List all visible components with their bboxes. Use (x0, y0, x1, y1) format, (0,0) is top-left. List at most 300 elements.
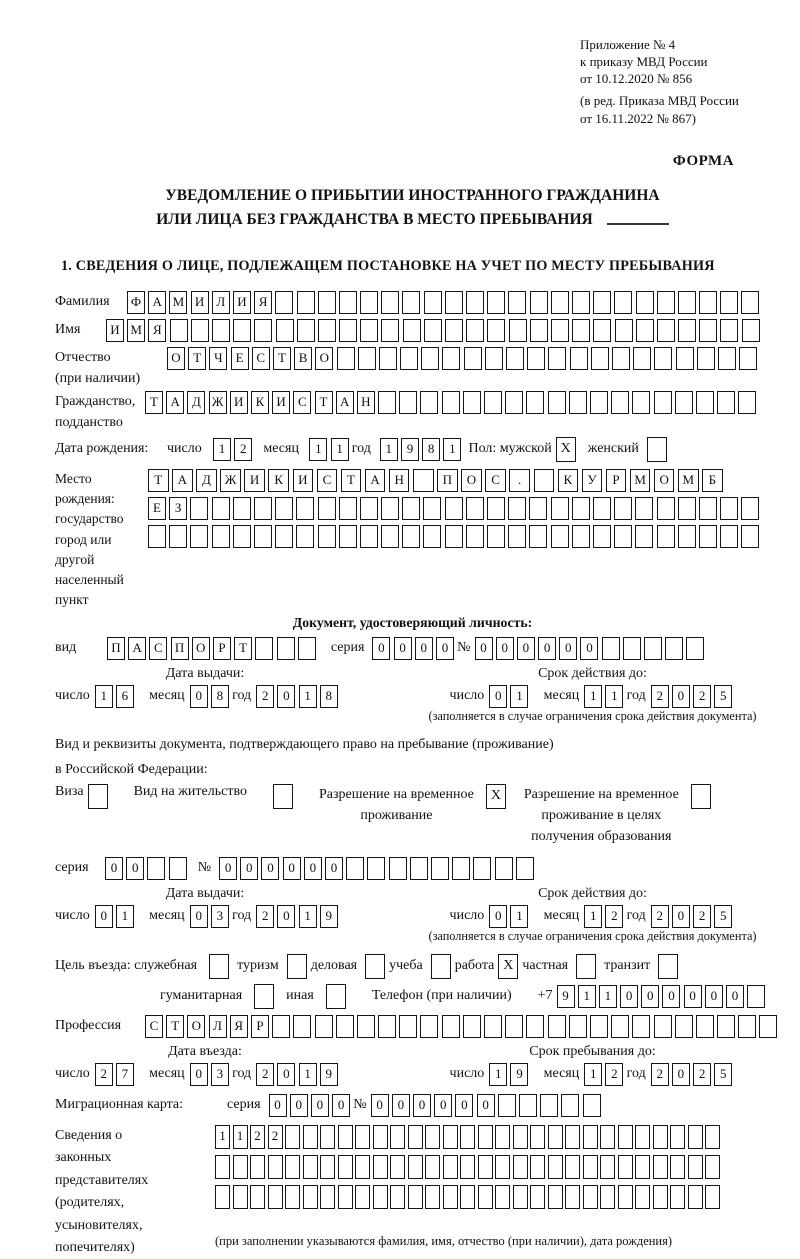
char-cell[interactable]: 8 (211, 685, 229, 708)
char-cell[interactable]: 0 (489, 905, 507, 928)
char-cell[interactable] (378, 391, 396, 414)
char-cell[interactable] (548, 1185, 563, 1209)
char-cell[interactable]: 1 (510, 685, 528, 708)
residence-permit-checkbox[interactable] (273, 784, 293, 809)
char-cell[interactable] (190, 525, 208, 548)
char-cell[interactable]: Р (213, 637, 231, 660)
char-cell[interactable] (408, 1155, 423, 1179)
char-cell[interactable] (318, 291, 336, 314)
birth-day-input[interactable] (213, 438, 255, 461)
char-cell[interactable]: С (149, 637, 167, 660)
char-cell[interactable] (272, 1015, 290, 1038)
char-cell[interactable]: И (106, 319, 124, 342)
char-cell[interactable] (431, 857, 449, 880)
char-cell[interactable]: 0 (413, 1094, 431, 1117)
char-cell[interactable]: Т (148, 469, 169, 492)
char-cell[interactable] (618, 1125, 633, 1149)
char-cell[interactable]: 6 (116, 685, 134, 708)
legal-reps-input-2[interactable] (215, 1155, 723, 1179)
char-cell[interactable] (739, 347, 757, 370)
char-cell[interactable] (169, 525, 187, 548)
char-cell[interactable]: Ф (127, 291, 145, 314)
doc-type-input[interactable] (107, 637, 319, 660)
char-cell[interactable] (551, 497, 569, 520)
char-cell[interactable] (320, 1185, 335, 1209)
char-cell[interactable] (389, 857, 407, 880)
purpose-study-checkbox[interactable] (431, 954, 451, 979)
char-cell[interactable] (738, 1015, 756, 1038)
purpose-tourism-checkbox[interactable] (287, 954, 307, 979)
char-cell[interactable] (670, 1155, 685, 1179)
char-cell[interactable] (358, 347, 376, 370)
permit-expiry-year[interactable] (651, 905, 736, 928)
char-cell[interactable] (400, 347, 418, 370)
char-cell[interactable] (346, 857, 364, 880)
char-cell[interactable] (527, 347, 545, 370)
legal-reps-input-3[interactable] (215, 1185, 723, 1209)
purpose-work-checkbox[interactable] (498, 954, 518, 979)
char-cell[interactable]: Н (357, 391, 375, 414)
char-cell[interactable] (551, 525, 569, 548)
entry-month[interactable] (190, 1063, 232, 1086)
char-cell[interactable]: Д (187, 391, 205, 414)
char-cell[interactable] (611, 391, 629, 414)
char-cell[interactable] (148, 525, 166, 548)
permit-number-input[interactable] (219, 857, 537, 880)
char-cell[interactable] (484, 391, 502, 414)
char-cell[interactable] (686, 637, 704, 660)
char-cell[interactable] (565, 1125, 580, 1149)
char-cell[interactable]: Т (166, 1015, 184, 1038)
char-cell[interactable]: О (192, 637, 210, 660)
char-cell[interactable] (508, 525, 526, 548)
char-cell[interactable]: С (252, 347, 270, 370)
char-cell[interactable] (209, 954, 229, 979)
edu-permit-checkbox[interactable] (691, 784, 711, 809)
char-cell[interactable] (360, 525, 378, 548)
char-cell[interactable] (460, 1125, 475, 1149)
char-cell[interactable] (529, 525, 547, 548)
char-cell[interactable]: X (556, 437, 576, 462)
char-cell[interactable] (169, 857, 187, 880)
char-cell[interactable]: И (191, 291, 209, 314)
char-cell[interactable]: И (272, 391, 290, 414)
char-cell[interactable]: У (582, 469, 603, 492)
char-cell[interactable] (297, 319, 315, 342)
char-cell[interactable]: 7 (116, 1063, 134, 1086)
char-cell[interactable] (390, 1185, 405, 1209)
char-cell[interactable] (593, 291, 611, 314)
char-cell[interactable] (678, 319, 696, 342)
char-cell[interactable]: 0 (455, 1094, 473, 1117)
char-cell[interactable]: 0 (489, 685, 507, 708)
migration-number-input[interactable] (371, 1094, 604, 1117)
char-cell[interactable] (678, 291, 696, 314)
char-cell[interactable] (445, 525, 463, 548)
char-cell[interactable]: Т (145, 391, 163, 414)
char-cell[interactable]: Б (702, 469, 723, 492)
char-cell[interactable]: 0 (105, 857, 123, 880)
char-cell[interactable] (463, 391, 481, 414)
char-cell[interactable] (516, 857, 534, 880)
char-cell[interactable] (583, 1155, 598, 1179)
char-cell[interactable] (484, 1015, 502, 1038)
char-cell[interactable]: 0 (311, 1094, 329, 1117)
sex-female-checkbox[interactable] (647, 437, 667, 462)
char-cell[interactable] (611, 1015, 629, 1038)
permit-series-input[interactable] (105, 857, 190, 880)
char-cell[interactable]: 0 (304, 857, 322, 880)
birth-place-input-3[interactable] (148, 525, 762, 548)
char-cell[interactable]: 9 (557, 985, 575, 1008)
char-cell[interactable] (293, 1015, 311, 1038)
char-cell[interactable] (705, 1125, 720, 1149)
char-cell[interactable] (506, 347, 524, 370)
char-cell[interactable] (615, 319, 633, 342)
char-cell[interactable]: 8 (422, 438, 440, 461)
phone-input[interactable] (557, 985, 769, 1008)
char-cell[interactable] (303, 1125, 318, 1149)
char-cell[interactable] (618, 1155, 633, 1179)
char-cell[interactable] (654, 391, 672, 414)
char-cell[interactable] (534, 469, 555, 492)
char-cell[interactable] (367, 857, 385, 880)
char-cell[interactable] (530, 1155, 545, 1179)
char-cell[interactable]: 5 (714, 905, 732, 928)
char-cell[interactable] (720, 525, 738, 548)
char-cell[interactable]: М (630, 469, 651, 492)
char-cell[interactable] (530, 1125, 545, 1149)
char-cell[interactable] (657, 291, 675, 314)
char-cell[interactable]: 1 (309, 438, 327, 461)
char-cell[interactable]: Я (254, 291, 272, 314)
char-cell[interactable] (513, 1155, 528, 1179)
char-cell[interactable]: 1 (116, 905, 134, 928)
char-cell[interactable] (297, 291, 315, 314)
char-cell[interactable] (275, 497, 293, 520)
char-cell[interactable] (644, 637, 662, 660)
surname-input[interactable] (127, 291, 763, 314)
char-cell[interactable] (570, 347, 588, 370)
char-cell[interactable] (741, 497, 759, 520)
visa-checkbox[interactable] (88, 784, 108, 809)
char-cell[interactable] (460, 1185, 475, 1209)
char-cell[interactable]: А (166, 391, 184, 414)
char-cell[interactable]: Я (230, 1015, 248, 1038)
char-cell[interactable] (442, 347, 460, 370)
char-cell[interactable] (381, 497, 399, 520)
char-cell[interactable] (285, 1185, 300, 1209)
char-cell[interactable] (633, 347, 651, 370)
char-cell[interactable] (357, 1015, 375, 1038)
temp-permit-checkbox[interactable] (486, 784, 506, 809)
permit-issue-year[interactable] (256, 905, 341, 928)
char-cell[interactable]: 0 (126, 857, 144, 880)
char-cell[interactable] (548, 1155, 563, 1179)
char-cell[interactable] (381, 525, 399, 548)
char-cell[interactable] (320, 1125, 335, 1149)
permit-issue-month[interactable] (190, 905, 232, 928)
char-cell[interactable] (718, 347, 736, 370)
char-cell[interactable]: С (485, 469, 506, 492)
char-cell[interactable] (212, 319, 230, 342)
char-cell[interactable] (250, 1155, 265, 1179)
char-cell[interactable] (576, 954, 596, 979)
char-cell[interactable] (445, 319, 463, 342)
char-cell[interactable] (233, 525, 251, 548)
char-cell[interactable] (678, 525, 696, 548)
char-cell[interactable] (420, 1015, 438, 1038)
char-cell[interactable]: 0 (434, 1094, 452, 1117)
char-cell[interactable] (254, 525, 272, 548)
char-cell[interactable]: 2 (250, 1125, 265, 1149)
char-cell[interactable] (381, 319, 399, 342)
char-cell[interactable] (487, 291, 505, 314)
char-cell[interactable] (466, 497, 484, 520)
char-cell[interactable]: А (148, 291, 166, 314)
char-cell[interactable] (530, 291, 548, 314)
char-cell[interactable]: 9 (510, 1063, 528, 1086)
char-cell[interactable]: Р (606, 469, 627, 492)
char-cell[interactable]: 2 (95, 1063, 113, 1086)
char-cell[interactable] (147, 857, 165, 880)
stay-year[interactable] (651, 1063, 736, 1086)
char-cell[interactable] (424, 319, 442, 342)
char-cell[interactable] (569, 391, 587, 414)
char-cell[interactable] (696, 1015, 714, 1038)
char-cell[interactable]: 1 (233, 1125, 248, 1149)
char-cell[interactable] (657, 319, 675, 342)
char-cell[interactable] (632, 391, 650, 414)
char-cell[interactable] (320, 1155, 335, 1179)
char-cell[interactable] (338, 1125, 353, 1149)
char-cell[interactable]: 5 (714, 685, 732, 708)
char-cell[interactable] (402, 497, 420, 520)
char-cell[interactable]: О (461, 469, 482, 492)
char-cell[interactable] (275, 291, 293, 314)
legal-reps-input-1[interactable] (215, 1129, 723, 1144)
char-cell[interactable]: Я (148, 319, 166, 342)
char-cell[interactable]: 0 (392, 1094, 410, 1117)
char-cell[interactable]: 3 (211, 1063, 229, 1086)
char-cell[interactable] (591, 347, 609, 370)
char-cell[interactable]: 0 (332, 1094, 350, 1117)
migration-series-input[interactable] (269, 1094, 354, 1117)
char-cell[interactable]: И (233, 291, 251, 314)
char-cell[interactable] (318, 525, 336, 548)
char-cell[interactable]: 1 (489, 1063, 507, 1086)
char-cell[interactable]: 2 (256, 685, 274, 708)
char-cell[interactable] (614, 525, 632, 548)
char-cell[interactable]: 1 (380, 438, 398, 461)
char-cell[interactable] (572, 525, 590, 548)
char-cell[interactable]: Е (148, 497, 166, 520)
char-cell[interactable]: И (244, 469, 265, 492)
char-cell[interactable] (445, 497, 463, 520)
char-cell[interactable]: О (167, 347, 185, 370)
char-cell[interactable]: 0 (726, 985, 744, 1008)
char-cell[interactable] (254, 984, 274, 1009)
char-cell[interactable] (600, 1125, 615, 1149)
char-cell[interactable] (338, 1185, 353, 1209)
char-cell[interactable]: 1 (299, 1063, 317, 1086)
char-cell[interactable]: 0 (672, 905, 690, 928)
char-cell[interactable]: 1 (578, 985, 596, 1008)
char-cell[interactable] (285, 1155, 300, 1179)
char-cell[interactable]: 1 (584, 685, 602, 708)
char-cell[interactable] (495, 857, 513, 880)
char-cell[interactable] (443, 1155, 458, 1179)
char-cell[interactable]: 0 (496, 637, 514, 660)
char-cell[interactable] (720, 319, 738, 342)
doc-expiry-month[interactable] (584, 685, 626, 708)
char-cell[interactable]: 1 (95, 685, 113, 708)
char-cell[interactable] (635, 497, 653, 520)
entry-year[interactable] (256, 1063, 341, 1086)
char-cell[interactable]: 1 (331, 438, 349, 461)
char-cell[interactable] (647, 437, 667, 462)
doc-series-input[interactable] (372, 637, 457, 660)
char-cell[interactable] (612, 347, 630, 370)
char-cell[interactable]: 0 (705, 985, 723, 1008)
char-cell[interactable] (373, 1185, 388, 1209)
char-cell[interactable] (254, 497, 272, 520)
char-cell[interactable] (233, 319, 251, 342)
char-cell[interactable] (593, 525, 611, 548)
purpose-humanitarian-checkbox[interactable] (254, 984, 274, 1009)
char-cell[interactable]: Л (209, 1015, 227, 1038)
char-cell[interactable] (303, 1155, 318, 1179)
char-cell[interactable]: Р (251, 1015, 269, 1038)
char-cell[interactable]: П (171, 637, 189, 660)
char-cell[interactable]: М (169, 291, 187, 314)
char-cell[interactable]: 0 (261, 857, 279, 880)
char-cell[interactable] (254, 319, 272, 342)
char-cell[interactable] (233, 1185, 248, 1209)
char-cell[interactable]: 0 (684, 985, 702, 1008)
char-cell[interactable] (424, 291, 442, 314)
permit-expiry-month[interactable] (584, 905, 626, 928)
char-cell[interactable] (443, 1185, 458, 1209)
char-cell[interactable] (699, 525, 717, 548)
char-cell[interactable]: 0 (371, 1094, 389, 1117)
char-cell[interactable] (636, 319, 654, 342)
doc-number-input[interactable] (475, 637, 708, 660)
entry-day[interactable] (95, 1063, 137, 1086)
char-cell[interactable] (654, 1015, 672, 1038)
char-cell[interactable] (593, 319, 611, 342)
char-cell[interactable] (212, 497, 230, 520)
char-cell[interactable] (443, 1125, 458, 1149)
char-cell[interactable] (421, 347, 439, 370)
char-cell[interactable] (678, 497, 696, 520)
char-cell[interactable] (696, 391, 714, 414)
profession-input[interactable] (145, 1015, 781, 1038)
given-name-input[interactable] (106, 319, 763, 342)
char-cell[interactable] (355, 1125, 370, 1149)
char-cell[interactable] (275, 525, 293, 548)
char-cell[interactable]: 1 (584, 1063, 602, 1086)
char-cell[interactable] (403, 319, 421, 342)
purpose-private-checkbox[interactable] (576, 954, 596, 979)
char-cell[interactable] (741, 525, 759, 548)
char-cell[interactable] (360, 497, 378, 520)
purpose-transit-checkbox[interactable] (658, 954, 678, 979)
char-cell[interactable] (466, 525, 484, 548)
char-cell[interactable]: 0 (580, 637, 598, 660)
char-cell[interactable] (657, 525, 675, 548)
char-cell[interactable] (551, 319, 569, 342)
char-cell[interactable] (665, 637, 683, 660)
char-cell[interactable] (691, 784, 711, 809)
char-cell[interactable]: 0 (517, 637, 535, 660)
char-cell[interactable] (513, 1185, 528, 1209)
char-cell[interactable] (572, 291, 590, 314)
char-cell[interactable]: 0 (672, 1063, 690, 1086)
char-cell[interactable] (88, 784, 108, 809)
char-cell[interactable]: Н (389, 469, 410, 492)
char-cell[interactable] (513, 1125, 528, 1149)
char-cell[interactable]: К (558, 469, 579, 492)
char-cell[interactable] (410, 857, 428, 880)
char-cell[interactable] (688, 1125, 703, 1149)
char-cell[interactable] (464, 347, 482, 370)
char-cell[interactable] (519, 1094, 537, 1117)
char-cell[interactable] (215, 1185, 230, 1209)
char-cell[interactable] (287, 954, 307, 979)
char-cell[interactable] (720, 291, 738, 314)
char-cell[interactable]: М (678, 469, 699, 492)
char-cell[interactable] (268, 1185, 283, 1209)
char-cell[interactable]: 0 (477, 1094, 495, 1117)
char-cell[interactable] (339, 497, 357, 520)
char-cell[interactable]: 0 (394, 637, 412, 660)
char-cell[interactable] (298, 637, 316, 660)
char-cell[interactable] (759, 1015, 777, 1038)
birth-month-input[interactable] (309, 438, 351, 461)
char-cell[interactable]: 9 (401, 438, 419, 461)
char-cell[interactable] (670, 1185, 685, 1209)
permit-issue-day[interactable] (95, 905, 137, 928)
char-cell[interactable] (583, 1094, 601, 1117)
char-cell[interactable] (296, 525, 314, 548)
char-cell[interactable]: С (145, 1015, 163, 1038)
char-cell[interactable]: 2 (651, 685, 669, 708)
char-cell[interactable] (548, 347, 566, 370)
char-cell[interactable] (402, 525, 420, 548)
char-cell[interactable] (277, 637, 295, 660)
char-cell[interactable]: З (169, 497, 187, 520)
permit-expiry-day[interactable] (489, 905, 531, 928)
char-cell[interactable] (487, 319, 505, 342)
char-cell[interactable] (233, 497, 251, 520)
char-cell[interactable]: 0 (190, 685, 208, 708)
char-cell[interactable] (285, 1125, 300, 1149)
char-cell[interactable] (360, 319, 378, 342)
char-cell[interactable]: 9 (320, 1063, 338, 1086)
char-cell[interactable] (565, 1185, 580, 1209)
char-cell[interactable]: 2 (256, 1063, 274, 1086)
char-cell[interactable] (505, 391, 523, 414)
char-cell[interactable] (600, 1155, 615, 1179)
char-cell[interactable]: 2 (693, 1063, 711, 1086)
char-cell[interactable] (548, 1015, 566, 1038)
char-cell[interactable] (338, 1155, 353, 1179)
char-cell[interactable] (688, 1155, 703, 1179)
char-cell[interactable] (498, 1094, 516, 1117)
char-cell[interactable]: 0 (372, 637, 390, 660)
char-cell[interactable] (632, 1015, 650, 1038)
